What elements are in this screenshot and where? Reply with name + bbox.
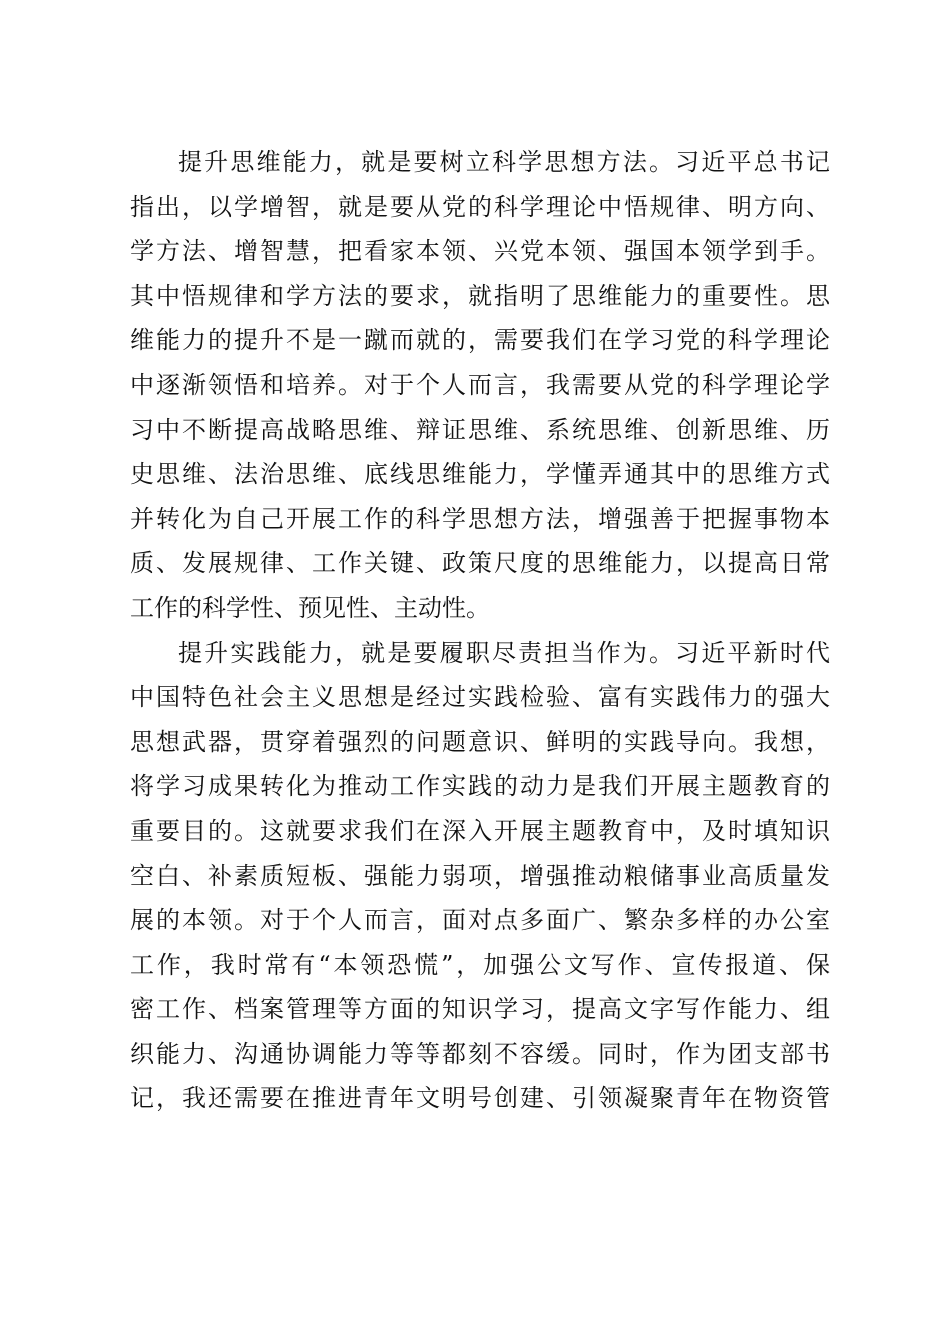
- paragraph-thinking-ability: [130, 140, 830, 631]
- text-line: 提升思维能力，就是要树立科学思想方法。习近平总书记: [178, 148, 830, 176]
- text-line: 工作的科学性、预见性、主动性。: [130, 593, 490, 622]
- text-line: 记，我还需要在推进青年文明号创建、引领凝聚青年在物资管: [130, 1084, 830, 1113]
- paragraph-practice-ability: [130, 631, 830, 1122]
- text-line: 将学习成果转化为推动工作实践的动力是我们开展主题教育的: [130, 772, 830, 801]
- text-line: 重要目的。这就要求我们在深入开展主题教育中，及时填知识: [130, 816, 830, 845]
- text-line: 密工作、档案管理等方面的知识学习，提高文字写作能力、组: [130, 995, 830, 1024]
- text-line: 工作，我时常有“本领恐慌”，加强公文写作、宣传报道、保: [130, 950, 830, 979]
- text-line: 提升实践能力，就是要履职尽责担当作为。习近平新时代: [178, 638, 830, 667]
- body-text: [130, 140, 830, 1121]
- text-line: 其中悟规律和学方法的要求，就指明了思维能力的重要性。思: [130, 281, 830, 310]
- text-line: 学方法、增智慧，把看家本领、兴党本领、强国本领学到手。: [130, 237, 830, 266]
- text-line: 质、发展规律、工作关键、政策尺度的思维能力，以提高日常: [130, 549, 830, 578]
- text-line: 史思维、法治思维、底线思维能力，学懂弄通其中的思维方式: [130, 460, 830, 489]
- text-line: 空白、补素质短板、强能力弱项，增强推动粮储事业高质量发: [130, 861, 830, 890]
- text-line: 习中不断提高战略思维、辩证思维、系统思维、创新思维、历: [130, 415, 830, 444]
- text-line: 织能力、沟通协调能力等等都刻不容缓。同时，作为团支部书: [130, 1039, 830, 1068]
- text-line: 维能力的提升不是一蹴而就的，需要我们在学习党的科学理论: [130, 326, 830, 355]
- text-line: 中逐渐领悟和培养。对于个人而言，我需要从党的科学理论学: [130, 370, 830, 399]
- text-line: 思想武器，贯穿着强烈的问题意识、鲜明的实践导向。我想，: [130, 727, 830, 756]
- text-line: 中国特色社会主义思想是经过实践检验、富有实践伟力的强大: [130, 683, 830, 712]
- text-line: 展的本领。对于个人而言，面对点多面广、繁杂多样的办公室: [130, 906, 830, 935]
- text-line: 指出，以学增智，就是要从党的科学理论中悟规律、明方向、: [130, 192, 830, 221]
- text-line: 并转化为自己开展工作的科学思想方法，增强善于把握事物本: [130, 504, 830, 533]
